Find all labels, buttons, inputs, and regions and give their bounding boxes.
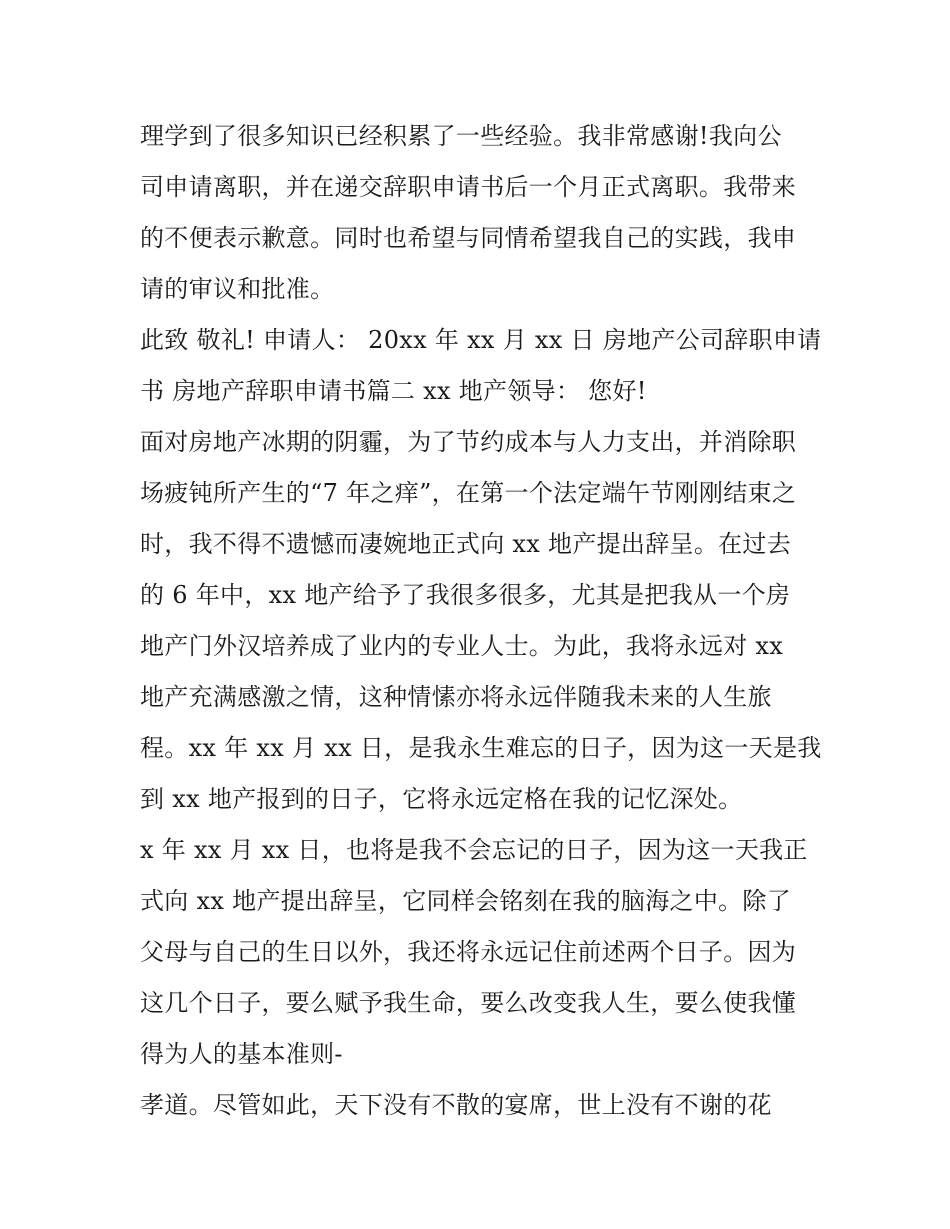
text-line: 理学到了很多知识已经积累了一些经验。我非常感谢!我向公 — [140, 122, 782, 150]
text-line: 书 房地产辞职申请书篇二 xx 地产领导： 您好! — [140, 377, 647, 405]
text-line: 时，我不得不遗憾而凄婉地正式向 xx 地产提出辞呈。在过去 — [140, 530, 792, 558]
text-line: 请的审议和批准。 — [140, 275, 335, 303]
text-line: 这几个日子，要么赋予我生命，要么改变我人生，要么使我懂 — [140, 989, 797, 1017]
text-line: 式向 xx 地产提出辞呈，它同样会铭刻在我的脑海之中。除了 — [140, 887, 792, 915]
text-line: 孝道。尽管如此，天下没有不散的宴席，世上没有不谢的花 — [140, 1091, 772, 1119]
text-line: 面对房地产冰期的阴霾，为了节约成本与人力支出，并消除职 — [140, 428, 797, 456]
text-line: 的 6 年中，xx 地产给予了我很多很多，尤其是把我从一个房 — [140, 581, 791, 609]
text-line: 司申请离职，并在递交辞职申请书后一个月正式离职。我带来 — [140, 173, 797, 201]
document-body — [140, 111, 820, 1131]
text-line: x 年 xx 月 xx 日，也将是我不会忘记的日子，因为这一天我正 — [140, 836, 808, 864]
text-line: 场疲钝所产生的“7 年之痒”，在第一个法定端午节刚刚结束之 — [140, 479, 797, 507]
text-line: 到 xx 地产报到的日子，它将永远定格在我的记忆深处。 — [140, 785, 743, 813]
text-line: 地产门外汉培养成了业内的专业人士。为此，我将永远对 xx — [140, 632, 784, 660]
text-line: 程。xx 年 xx 月 xx 日，是我永生难忘的日子，因为这一天是我 — [140, 734, 822, 762]
text-line: 的不便表示歉意。同时也希望与同情希望我自己的实践，我申 — [140, 224, 797, 252]
text-line: 地产充满感激之情，这种情愫亦将永远伴随我未来的人生旅 — [140, 683, 772, 711]
text-line: 父母与自己的生日以外，我还将永远记住前述两个日子。因为 — [140, 938, 797, 966]
text-line: 此致 敬礼! 申请人： 20xx 年 xx 月 xx 日 房地产公司辞职申请 — [140, 326, 822, 354]
text-line: 得为人的基本准则- — [140, 1040, 343, 1068]
